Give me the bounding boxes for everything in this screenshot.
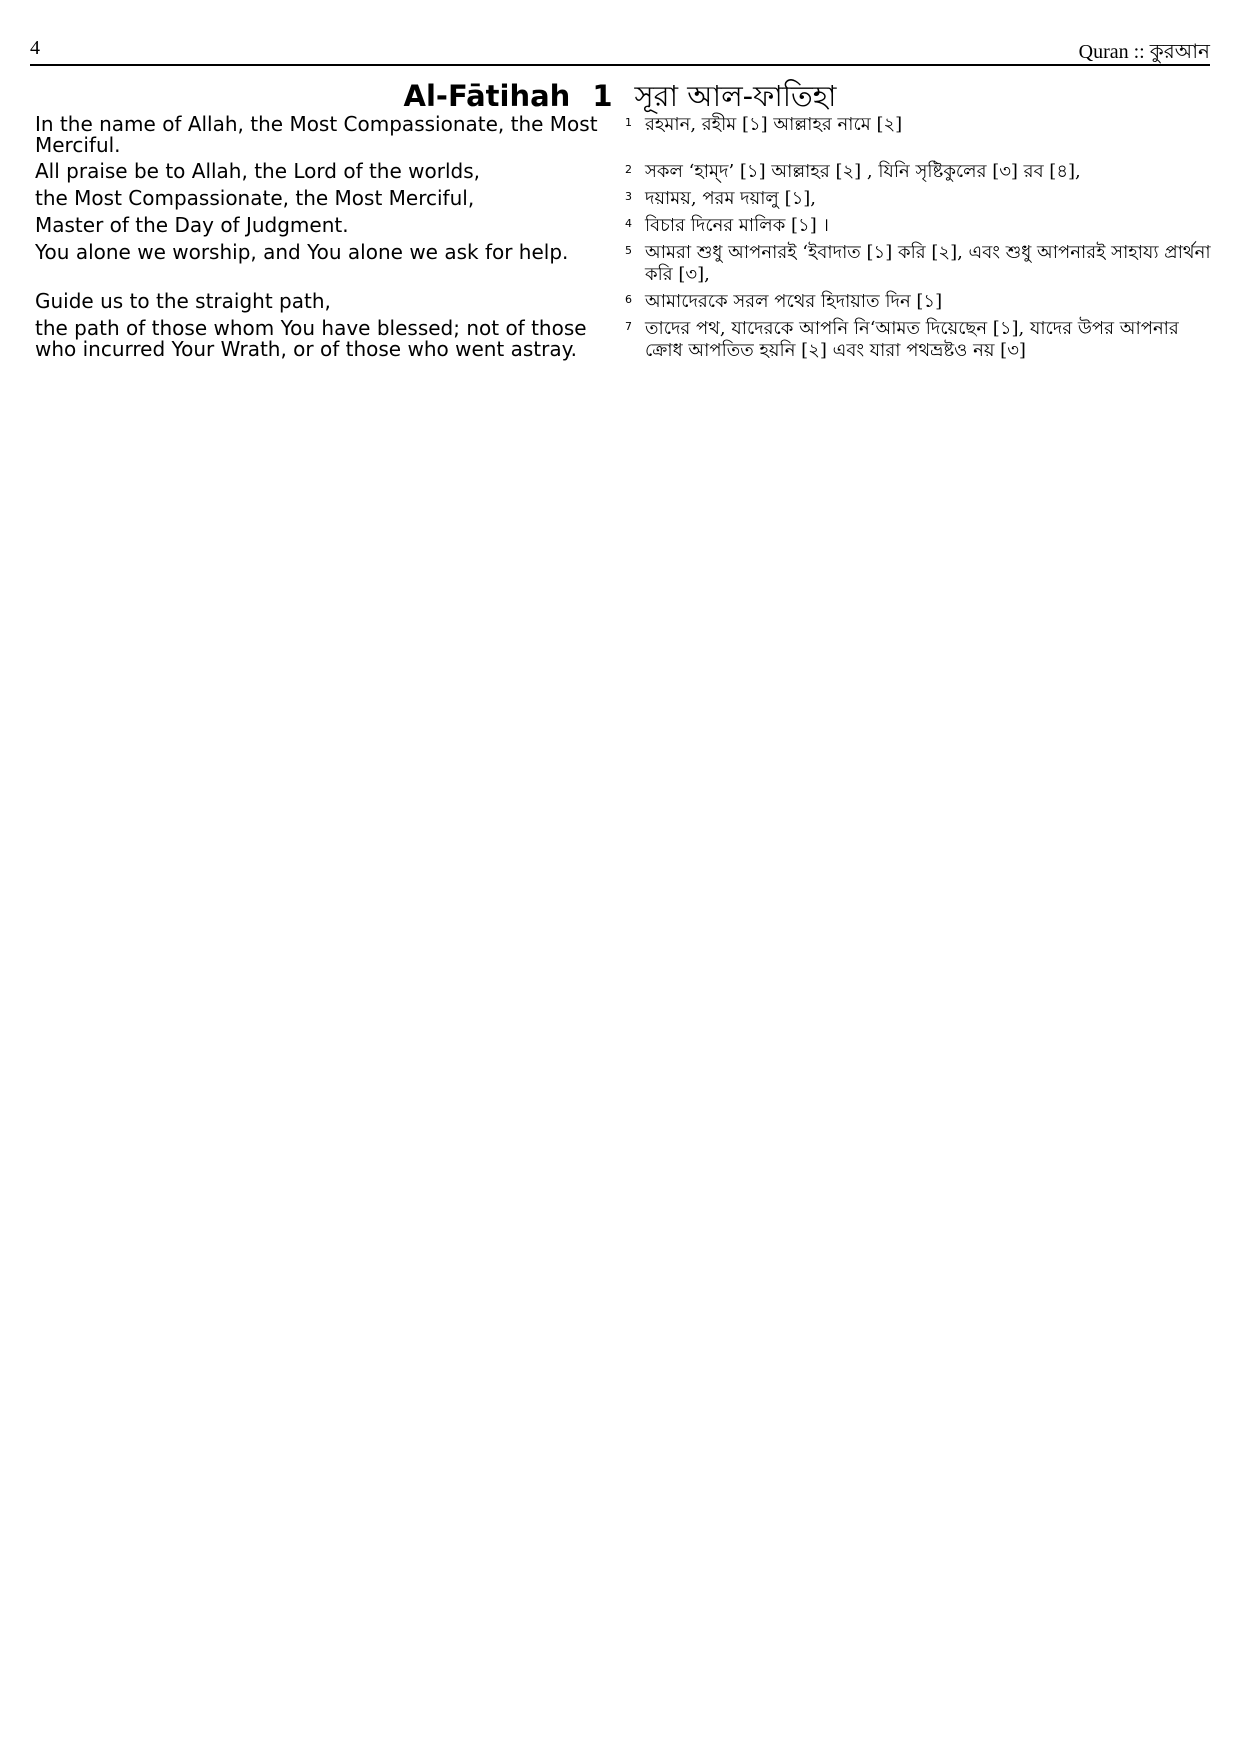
verse-english-text: You alone we worship, and You alone we ask for help. [35, 240, 569, 264]
surah-title-english: Al-Fātihah [403, 79, 571, 113]
page-header [30, 34, 1210, 66]
verse-bengali-text: সকল ‘হাম্‌দ’ [১] আল্লাহর [২] , যিনি সৃষ্টিকুলের [৩] রব [৪], [645, 161, 1081, 182]
verse-number: 1 [625, 116, 632, 129]
running-title: Quran :: কুরআন [1078, 41, 1210, 63]
verse-number: 6 [625, 293, 632, 306]
verse-bengali-text: আমাদেরকে সরল পথের হিদায়াত দিন [১] [645, 291, 943, 312]
verse-bengali-text: বিচার দিনের মালিক [১] । [645, 215, 829, 236]
surah-number: 1 [592, 79, 613, 113]
verse-number: 5 [625, 244, 632, 257]
verse-bengali-text: আমরা শুধু আপনারই ‘ইবাদাত [১] করি [২], এবং শুধু আপনারই সাহায্য প্রার্থনা করি [৩], [645, 242, 1211, 285]
verse-bengali-text: রহমান, রহীম [১] আল্লাহর নামে [২] [645, 114, 903, 135]
surah-title-bengali: সূরা আল-ফাতিহা [634, 79, 837, 113]
verse-english-text: Guide us to the straight path, [35, 289, 331, 313]
verse-row [35, 188, 1215, 210]
verse-number: 3 [625, 190, 632, 203]
verse-english-text: Master of the Day of Judgment. [35, 213, 349, 237]
page-number: 4 [30, 37, 40, 59]
verse-number: 2 [625, 163, 632, 176]
verse-row [35, 215, 1215, 237]
verse-row [35, 318, 1215, 362]
verse-english-text: the path of those whom You have blessed; not of those who incurred Your Wrath, or of those who went astray. [35, 316, 587, 361]
verse-row [35, 291, 1215, 313]
verse-number: 4 [625, 217, 632, 230]
verse-bengali-text: দয়াময়, পরম দয়ালু [১], [645, 188, 817, 209]
verse-row [35, 161, 1215, 183]
verse-english-text: the Most Compassionate, the Most Merciful, [35, 186, 475, 210]
verse-row [35, 114, 1215, 156]
verse-english-text: In the name of Allah, the Most Compassionate, the Most Merciful. [35, 112, 598, 157]
verse-bengali-text: তাদের পথ, যাদেরকে আপনি নি‘আমত দিয়েছেন [১], যাদের উপর আপনার ক্রোধ আপতিত হয়নি [২] এবং যারা পথভ্রষ্টও নয় [৩] [645, 318, 1179, 361]
verse-number: 7 [625, 320, 632, 333]
verse-list [35, 114, 1215, 367]
verse-english-text: All praise be to Allah, the Lord of the worlds, [35, 159, 480, 183]
verse-row [35, 242, 1215, 286]
